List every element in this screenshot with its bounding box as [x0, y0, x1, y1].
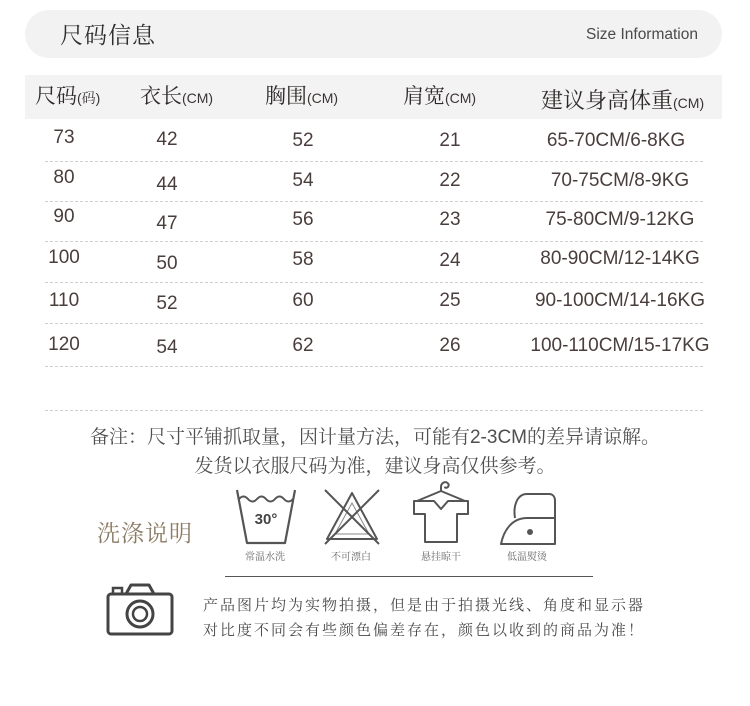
note-line-2: 发货以衣服尺码为准，建议身高仅供参考。 — [194, 456, 556, 477]
no-bleach-icon — [322, 487, 382, 547]
cell-chest: 54 — [292, 170, 314, 191]
row-divider — [45, 282, 703, 283]
cell-shoulder: 25 — [439, 290, 461, 311]
cell-size: 80 — [53, 167, 75, 188]
cell-size: 120 — [48, 334, 80, 355]
column-header-label: 肩宽 — [403, 85, 445, 108]
column-header-label: 建议身高体重 — [541, 88, 674, 113]
column-header-shoulder — [403, 84, 476, 112]
note-line-1: 备注：尺寸平铺抓取量，因计量方法，可能有2-3CM的差异请谅解。 — [89, 427, 660, 448]
cell-height-weight: 100-110CM/15-17KG — [530, 335, 710, 356]
cell-length: 44 — [156, 174, 178, 195]
cell-chest: 52 — [292, 130, 314, 151]
wash-tub-icon — [235, 487, 297, 547]
cell-length: 50 — [156, 253, 178, 274]
column-header-unit: (码) — [77, 90, 101, 106]
care-divider — [225, 576, 593, 577]
column-header-size — [35, 84, 100, 112]
cell-shoulder: 26 — [439, 335, 461, 356]
cell-size: 110 — [48, 290, 80, 311]
disclaimer-line-2: 对比度不同会有些颜色偏差存在，颜色以收到的商品为准！ — [203, 622, 646, 639]
disclaimer-line-1: 产品图片均为实物拍摄，但是由于拍摄光线、角度和显示器 — [203, 597, 646, 614]
row-divider — [45, 323, 703, 324]
cell-height-weight: 70-75CM/8-9KG — [550, 170, 690, 191]
cell-shoulder: 23 — [439, 209, 461, 230]
cell-height-weight: 75-80CM/9-12KG — [545, 209, 695, 230]
cell-chest: 58 — [292, 249, 314, 270]
column-header-unit: (CM) — [445, 90, 477, 106]
row-divider — [45, 241, 703, 242]
care-label: 低温熨烫 — [507, 552, 547, 563]
cell-size: 90 — [53, 206, 75, 227]
wash-temperature-text: 30° — [254, 511, 278, 528]
cell-chest: 56 — [292, 209, 314, 230]
section-title: 尺码信息 — [60, 22, 156, 48]
column-header-height-weight — [541, 88, 704, 117]
care-title: 洗涤说明 — [97, 520, 193, 546]
section-divider — [45, 410, 703, 411]
camera-icon — [106, 582, 174, 636]
column-header-chest — [265, 84, 338, 112]
cell-size: 73 — [53, 127, 75, 148]
care-label: 悬挂晾干 — [421, 552, 461, 563]
column-header-unit: (CM) — [673, 95, 705, 111]
row-divider — [45, 201, 703, 202]
care-label: 常温水洗 — [245, 552, 285, 563]
cell-chest: 60 — [292, 290, 314, 311]
column-header-unit: (CM) — [307, 90, 339, 106]
cell-length: 42 — [156, 129, 178, 150]
row-divider — [45, 161, 703, 162]
cell-height-weight: 80-90CM/12-14KG — [540, 248, 700, 269]
column-header-label: 胸围 — [265, 85, 307, 108]
cell-length: 47 — [156, 213, 178, 234]
cell-shoulder: 22 — [439, 170, 461, 191]
cell-height-weight: 90-100CM/14-16KG — [534, 290, 706, 311]
column-header-unit: (CM) — [182, 90, 214, 106]
section-subtitle: Size Information — [586, 26, 698, 43]
cell-length: 54 — [156, 337, 178, 358]
row-divider — [45, 366, 703, 367]
low-temp-iron-icon — [499, 488, 557, 548]
column-header-label: 衣长 — [140, 85, 182, 108]
cell-shoulder: 21 — [439, 130, 461, 151]
cell-chest: 62 — [292, 335, 314, 356]
cell-height-weight: 65-70CM/6-8KG — [546, 130, 686, 151]
section-header — [25, 10, 722, 58]
care-label: 不可漂白 — [331, 552, 371, 563]
column-header-length — [140, 84, 213, 112]
cell-length: 52 — [156, 293, 178, 314]
hang-dry-icon — [412, 478, 472, 546]
cell-size: 100 — [48, 247, 80, 268]
cell-shoulder: 24 — [439, 250, 461, 271]
column-header-label: 尺码 — [35, 85, 77, 108]
